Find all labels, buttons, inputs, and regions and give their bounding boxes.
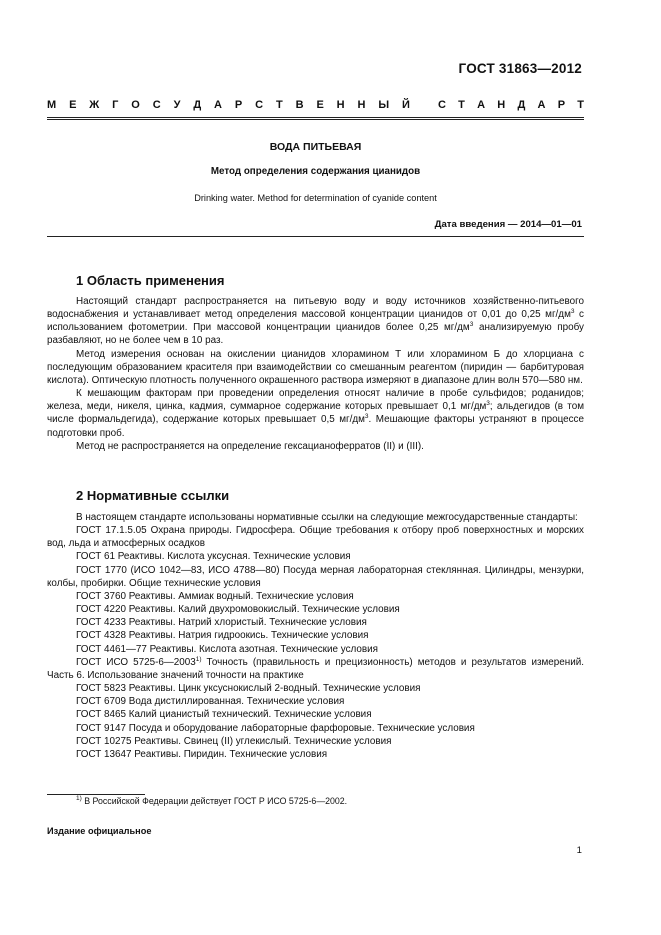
- banner-word-interstate: [47, 99, 410, 111]
- section-body-normative-references: [47, 511, 584, 761]
- reference-item: ГОСТ 8465 Калий цианистый технический. Технические условия: [76, 709, 372, 721]
- banner-letter: М: [47, 99, 57, 111]
- footnote-text: В Российской Федерации действует ГОСТ Р ИСО 5725-6—2002.: [81, 796, 348, 806]
- introduction-date: Дата введения — 2014—01—01: [434, 219, 582, 230]
- footnote: [76, 796, 347, 806]
- banner-letter: Е: [69, 99, 77, 111]
- reference-item: ГОСТ 1770 (ИСО 1042—83, ИСО 4788—80) Посуда мерная лабораторная стеклянная. Цилиндры, мензурки, колбы, пробирки. Общие технические условия: [47, 564, 584, 589]
- title-rule: [47, 236, 584, 237]
- reference-item: ГОСТ 9147 Посуда и оборудование лабораторные фарфоровые. Технические условия: [76, 722, 475, 734]
- banner-letter: Д: [193, 99, 202, 111]
- text-run: ; альдегидов (в том числе формальдегида), содержание которых превышает 0,5 мг/дм: [47, 401, 584, 426]
- reference-item: ГОСТ 13647 Реактивы. Пиридин. Технические условия: [76, 748, 328, 760]
- superscript: 3: [469, 321, 474, 329]
- banner-letter: Ж: [89, 99, 100, 111]
- reference-item: [47, 656, 584, 682]
- english-title: Drinking water. Method for determination of cyanide content: [194, 193, 437, 203]
- superscript: 3: [570, 308, 575, 316]
- document-title: ВОДА ПИТЬЕВАЯ: [269, 141, 362, 153]
- banner-letter: Т: [275, 99, 283, 111]
- banner-letter: У: [173, 99, 181, 111]
- text-run: Настоящий стандарт распространяется на питьевую воду и воду источников хозяйственно-питьевого водоснабжения и устанавливает метод определения массовой концентрации цианидов от 0,01 до 0,25 мг/дм: [47, 296, 584, 321]
- banner-letter: Т: [577, 99, 584, 111]
- section-heading-normative-references: 2 Нормативные ссылки: [76, 488, 230, 503]
- section-heading-scope: 1 Область применения: [76, 273, 225, 288]
- text-run: . Мешающие факторы устраняют в процессе подготовки проб.: [47, 414, 584, 439]
- paragraph: [47, 387, 584, 440]
- reference-item: ГОСТ 6709 Вода дистиллированная. Технические условия: [76, 696, 345, 708]
- reference-item: ГОСТ 4328 Реактивы. Натрия гидроокись. Технические условия: [76, 630, 369, 642]
- banner-letter: Д: [517, 99, 526, 111]
- superscript: 3: [486, 400, 490, 408]
- banner-letter: Ы: [378, 99, 390, 111]
- banner-letter: А: [477, 99, 486, 111]
- banner-letter: А: [214, 99, 222, 111]
- banner-word-standard: [438, 99, 584, 111]
- footnote-separator: [47, 794, 145, 795]
- banner-letter: Г: [112, 99, 119, 111]
- paragraph: Метод измерения основан на окислении цианидов хлорамином Т или хлорамином Б до хлорциана с последующим образованием красителя при взаимодействии со смешанным реагентом (пиридин — барбитуровая кислота). Оптическую плотность полученного окрашенного раствора измеряют в диапазоне длин волн 570—580 нм.: [47, 348, 584, 386]
- page-number: 1: [576, 845, 582, 856]
- footnote-marker: 1): [195, 655, 202, 663]
- document-subtitle: Метод определения содержания цианидов: [210, 166, 421, 177]
- header-rule-thin: [47, 119, 584, 120]
- header-rule-thick: [47, 117, 584, 118]
- reference-item: ГОСТ 4220 Реактивы. Калий двухромовокислый. Технические условия: [76, 604, 400, 616]
- text-run: с использованием фотометрии. При массовой концентрации цианидов более 0,25 мг/дм: [47, 309, 584, 334]
- text-run: анализируемую пробу разбавляют, но не более чем в 10 раз.: [47, 322, 584, 347]
- footnote-marker: 1): [76, 795, 82, 802]
- text-run: К мешающим факторам при проведении определения относят наличие в пробе сульфидов; роданидов; железа, меди, никеля, цинка, кадмия, суммарное содержание которых превышает 0,1 мг/дм: [47, 388, 584, 413]
- section-body-scope: [47, 295, 584, 453]
- text-run: ГОСТ ИСО 5725-6—2003: [76, 656, 196, 668]
- banner-letter: В: [295, 99, 304, 111]
- text-run: Точность (правильность и прецизионность) методов и результатов измерений. Часть 6. Использование значений точности на практике: [47, 656, 584, 681]
- banner-letter: Т: [458, 99, 465, 111]
- reference-item: ГОСТ 5823 Реактивы. Цинк уксуснокислый 2-водный. Технические условия: [76, 683, 421, 695]
- standard-type-banner: [47, 99, 584, 111]
- reference-item: ГОСТ 10275 Реактивы. Свинец (II) углекислый. Технические условия: [76, 735, 392, 747]
- banner-letter: С: [438, 99, 446, 111]
- banner-letter: О: [131, 99, 140, 111]
- reference-item: ГОСТ 4233 Реактивы. Натрий хлористый. Технические условия: [76, 617, 367, 629]
- banner-letter: Н: [497, 99, 506, 111]
- banner-letter: С: [255, 99, 264, 111]
- paragraph: [47, 295, 584, 348]
- paragraph: Метод не распространяется на определение гексацианоферратов (II) и (III).: [76, 440, 424, 452]
- banner-letter: А: [537, 99, 546, 111]
- banner-letter: Р: [557, 99, 566, 111]
- reference-item: ГОСТ 17.1.5.05 Охрана природы. Гидросфера. Общие требования к отбору проб поверхностных и морских вод, льда и атмосферных осадков: [47, 525, 584, 550]
- reference-item: ГОСТ 3760 Реактивы. Аммиак водный. Технические условия: [76, 590, 354, 602]
- official-edition-label: Издание официальное: [47, 826, 152, 836]
- banner-letter: С: [152, 99, 161, 111]
- banner-letter: Н: [336, 99, 345, 111]
- banner-letter: Н: [357, 99, 366, 111]
- reference-item: ГОСТ 4461—77 Реактивы. Кислота азотная. Технические условия: [76, 643, 378, 655]
- banner-letter: Р: [234, 99, 243, 111]
- banner-letter: Й: [402, 99, 410, 111]
- superscript: 3: [364, 413, 369, 421]
- banner-letter: Е: [316, 99, 324, 111]
- reference-item: ГОСТ 61 Реактивы. Кислота уксусная. Технические условия: [76, 551, 351, 563]
- paragraph: В настоящем стандарте использованы нормативные ссылки на следующие межгосударственные стандарты:: [76, 512, 578, 523]
- standard-code: ГОСТ 31863—2012: [458, 61, 582, 76]
